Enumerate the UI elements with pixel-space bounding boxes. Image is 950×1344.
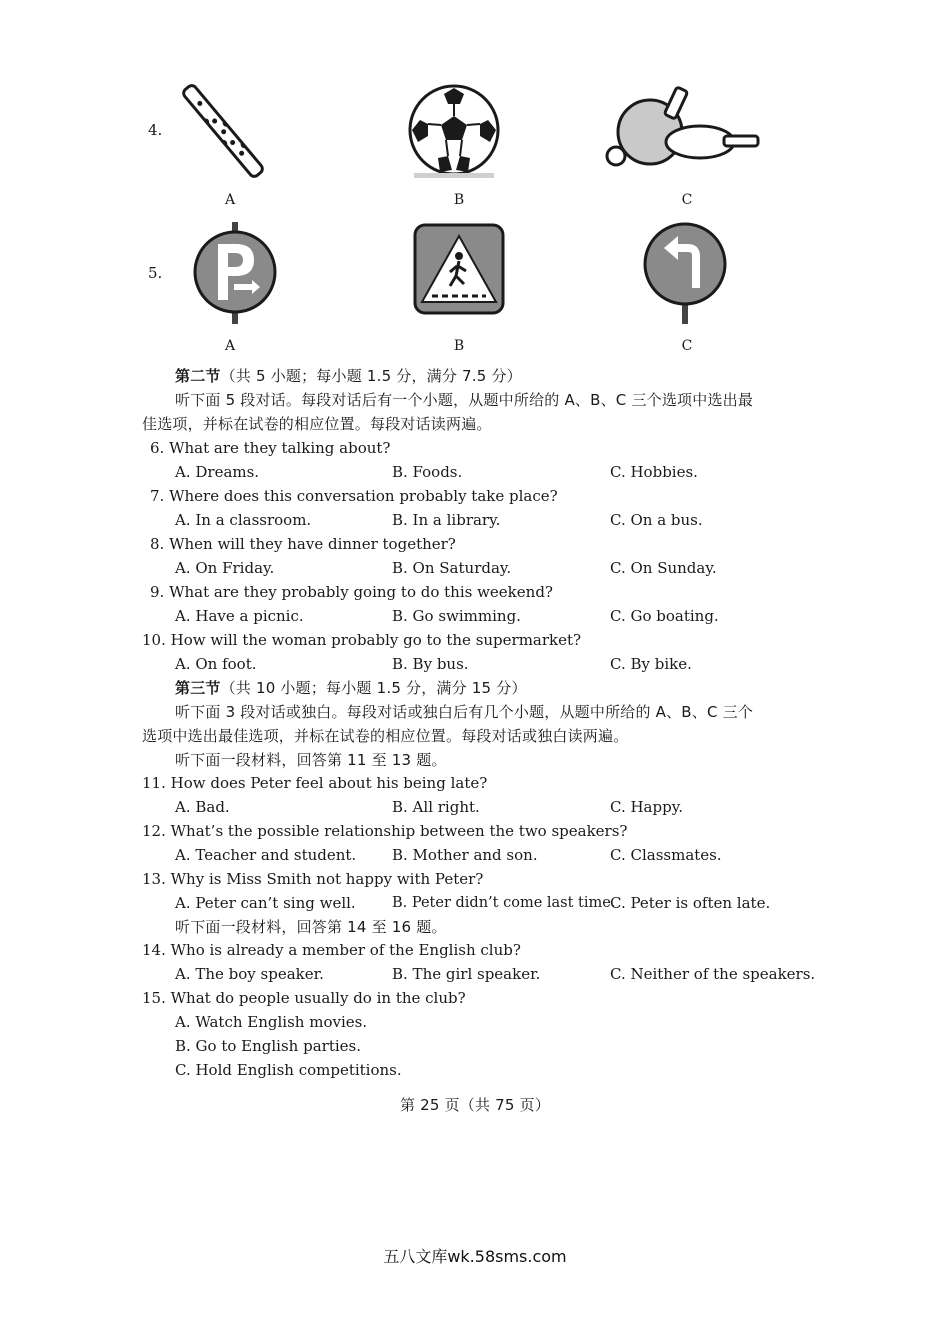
q15-option-b: B. Go to English parties. bbox=[175, 1037, 361, 1055]
section-3-info: （共 10 小题；每小题 1.5 分，满分 15 分） bbox=[220, 679, 527, 697]
section-3-sub-instruction-1: 听下面一段材料，回答第 11 至 13 题。 bbox=[175, 751, 447, 769]
q4-option-c-label: C bbox=[681, 192, 693, 208]
page-number-footer: 第 25 页（共 75 页） bbox=[399, 1096, 551, 1114]
section-2-info: （共 5 小题；每小题 1.5 分，满分 7.5 分） bbox=[220, 367, 522, 385]
question-5-number: 5. bbox=[148, 264, 163, 282]
pedestrian-crossing-sign-icon bbox=[412, 222, 506, 316]
q6-option-b: B. Foods. bbox=[392, 463, 463, 481]
question-11-text: 11. How does Peter feel about his being late? bbox=[142, 774, 488, 792]
q4-option-b-label: B bbox=[453, 192, 465, 208]
q10-option-b: B. By bus. bbox=[392, 655, 469, 673]
q12-option-a: A. Teacher and student. bbox=[175, 846, 357, 864]
question-6-text: 6. What are they talking about? bbox=[150, 439, 391, 457]
ping-pong-paddle-icon bbox=[600, 82, 764, 176]
q15-option-a: A. Watch English movies. bbox=[175, 1013, 368, 1031]
question-15-text: 15. What do people usually do in the club? bbox=[142, 989, 466, 1007]
q15-option-c: C. Hold English competitions. bbox=[175, 1061, 402, 1079]
question-10-text: 10. How will the woman probably go to the supermarket? bbox=[142, 631, 582, 649]
q13-option-a: A. Peter can’t sing well. bbox=[175, 894, 356, 912]
q12-option-c: C. Classmates. bbox=[610, 846, 722, 864]
section-2-instruction-line-1: 听下面 5 段对话。每段对话后有一个小题，从题中所给的 A、B、C 三个选项中选出最 bbox=[175, 391, 754, 409]
section-2-title: 第二节 bbox=[175, 367, 221, 385]
left-turn-sign-icon bbox=[640, 222, 730, 324]
q7-option-c: C. On a bus. bbox=[610, 511, 703, 529]
q11-option-c: C. Happy. bbox=[610, 798, 683, 816]
q7-option-b: B. In a library. bbox=[392, 511, 501, 529]
q5-option-c-label: C bbox=[681, 338, 693, 354]
question-9-text: 9. What are they probably going to do this weekend? bbox=[150, 583, 553, 601]
question-14-text: 14. Who is already a member of the English club? bbox=[142, 941, 521, 959]
site-watermark: 五八文库wk.58sms.com bbox=[383, 1247, 567, 1266]
q8-option-a: A. On Friday. bbox=[175, 559, 275, 577]
q8-option-b: B. On Saturday. bbox=[392, 559, 512, 577]
q5-option-a-label: A bbox=[224, 338, 236, 354]
q13-option-c: C. Peter is often late. bbox=[610, 894, 771, 912]
soccer-ball-icon bbox=[404, 80, 504, 180]
q11-option-a: A. Bad. bbox=[175, 798, 230, 816]
section-2-instruction-line-2: 佳选项，并标在试卷的相应位置。每段对话读两遍。 bbox=[142, 415, 492, 433]
q5-option-b-label: B bbox=[453, 338, 465, 354]
q7-option-a: A. In a classroom. bbox=[175, 511, 312, 529]
q6-option-a: A. Dreams. bbox=[175, 463, 260, 481]
section-3-title: 第三节 bbox=[175, 679, 221, 697]
question-8-text: 8. When will they have dinner together? bbox=[150, 535, 456, 553]
q12-option-b: B. Mother and son. bbox=[392, 846, 538, 864]
q8-option-c: C. On Sunday. bbox=[610, 559, 717, 577]
parking-sign-icon bbox=[190, 222, 280, 324]
q13-option-b: B. Peter didn’t come last time. bbox=[392, 895, 616, 911]
q14-option-a: A. The boy speaker. bbox=[175, 965, 324, 983]
q14-option-b: B. The girl speaker. bbox=[392, 965, 541, 983]
question-7-text: 7. Where does this conversation probably take place? bbox=[150, 487, 558, 505]
section-3-instruction-line-2: 选项中选出最佳选项，并标在试卷的相应位置。每段对话或独白读两遍。 bbox=[142, 727, 629, 745]
q9-option-a: A. Have a picnic. bbox=[175, 607, 304, 625]
question-12-text: 12. What’s the possible relationship between the two speakers? bbox=[142, 822, 628, 840]
q10-option-c: C. By bike. bbox=[610, 655, 692, 673]
q10-option-a: A. On foot. bbox=[175, 655, 257, 673]
question-4-number: 4. bbox=[148, 121, 163, 139]
q9-option-c: C. Go boating. bbox=[610, 607, 719, 625]
q9-option-b: B. Go swimming. bbox=[392, 607, 521, 625]
q4-option-a-label: A bbox=[224, 192, 236, 208]
q14-option-c: C. Neither of the speakers. bbox=[610, 965, 816, 983]
flute-icon bbox=[178, 80, 268, 182]
q11-option-b: B. All right. bbox=[392, 798, 480, 816]
section-3-sub-instruction-2: 听下面一段材料，回答第 14 至 16 题。 bbox=[175, 918, 447, 936]
q6-option-c: C. Hobbies. bbox=[610, 463, 698, 481]
question-13-text: 13. Why is Miss Smith not happy with Peter? bbox=[142, 870, 484, 888]
section-3-header bbox=[175, 678, 527, 698]
section-3-instruction-line-1: 听下面 3 段对话或独白。每段对话或独白后有几个小题，从题中所给的 A、B、C 三个 bbox=[175, 703, 754, 721]
section-2-header bbox=[175, 366, 522, 386]
